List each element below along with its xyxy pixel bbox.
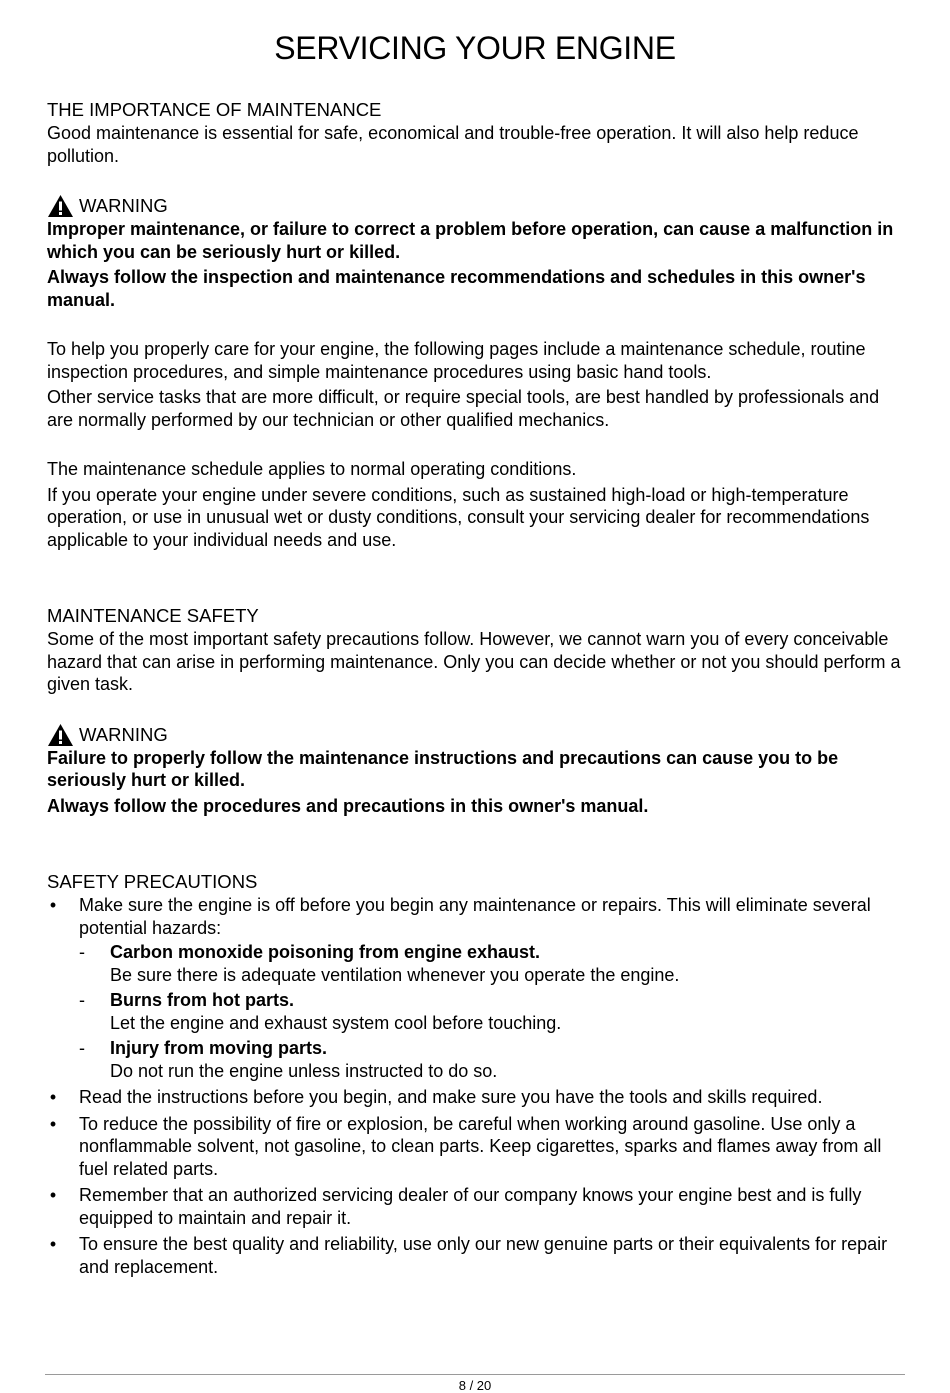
dash-glyph: - xyxy=(79,990,85,1010)
section-safety-precautions xyxy=(47,870,907,1278)
importance-para-4: If you operate your engine under severe conditions, such as sustained high-load or high-temperature operation, or use in unusual wet or dusty conditions, consult your servicing dealer for recommendations applicable to your individual needs and use. xyxy=(47,484,870,550)
warning-triangle-icon xyxy=(47,194,74,218)
warning-2-line-1: Failure to properly follow the maintenance instructions and precautions can cause you to be seriously hurt or killed. xyxy=(47,747,839,790)
warning-2-line-2: Always follow the procedures and precautions in this owner's manual. xyxy=(47,795,649,816)
warning-header-1 xyxy=(47,194,907,218)
precaution-text-3: To reduce the possibility of fire or explosion, be careful when working around gasoline. Use only a nonflammable solvent, not gasoline, to clean parts. Keep cigarettes, sparks and flames away from all fuel related parts. xyxy=(79,1113,882,1179)
precaution-text-2: Read the instructions before you begin, and make sure you have the tools and skills required. xyxy=(79,1087,823,1107)
hazard-item xyxy=(79,989,907,1034)
dash-glyph: - xyxy=(79,942,85,962)
list-item xyxy=(47,894,907,1082)
hazard-title: Carbon monoxide poisoning from engine exhaust. xyxy=(110,942,541,962)
warning-block-2 xyxy=(47,723,907,818)
dash-glyph: - xyxy=(79,1038,85,1058)
precaution-text-5: To ensure the best quality and reliability, use only our new genuine parts or their equivalents for repair and replacement. xyxy=(79,1234,888,1277)
hazard-text: Do not run the engine unless instructed to do so. xyxy=(110,1060,498,1081)
hazard-text: Be sure there is adequate ventilation whenever you operate the engine. xyxy=(110,964,680,985)
page-number: 8 / 20 xyxy=(458,1378,492,1393)
warning-header-2 xyxy=(47,723,907,747)
importance-para-3: The maintenance schedule applies to normal operating conditions. xyxy=(47,459,577,479)
hazard-title: Burns from hot parts. xyxy=(110,990,295,1010)
list-item xyxy=(47,1184,907,1229)
bullet-glyph: • xyxy=(49,1185,57,1205)
footer-divider xyxy=(45,1374,905,1375)
precaution-text-4: Remember that an authorized servicing dealer of our company knows your engine best and is fully equipped to maintain and repair it. xyxy=(79,1185,862,1228)
bullet-glyph: • xyxy=(49,1113,57,1134)
section-heading-safety-precautions: SAFETY PRECAUTIONS xyxy=(47,871,258,892)
precaution-text-1: Make sure the engine is off before you begin any maintenance or repairs. This will eliminate several potential hazards: xyxy=(79,895,871,938)
section-importance xyxy=(47,98,907,551)
bullet-glyph: • xyxy=(49,1087,57,1107)
warning-label-1: WARNING xyxy=(79,195,168,216)
bullet-glyph: • xyxy=(49,895,57,915)
importance-intro: Good maintenance is essential for safe, economical and trouble-free operation. It will also help reduce pollution. xyxy=(47,123,859,166)
precautions-list xyxy=(47,894,907,1278)
hazard-text: Let the engine and exhaust system cool before touching. xyxy=(110,1012,562,1033)
page-content xyxy=(47,98,907,1282)
section-heading-importance: THE IMPORTANCE OF MAINTENANCE xyxy=(47,99,382,120)
bullet-glyph: • xyxy=(49,1234,57,1254)
importance-para-1: To help you properly care for your engine, the following pages include a maintenance schedule, routine inspection procedures, and simple maintenance procedures using basic hand tools. xyxy=(47,339,866,382)
warning-triangle-icon xyxy=(47,723,74,747)
hazard-item xyxy=(79,1037,907,1082)
list-item xyxy=(47,1113,907,1181)
warning-1-line-1: Improper maintenance, or failure to correct a problem before operation, can cause a malfunction in which you can be seriously hurt or killed. xyxy=(47,219,894,262)
hazard-title: Injury from moving parts. xyxy=(110,1038,328,1058)
list-item xyxy=(47,1233,907,1278)
section-maintenance-safety xyxy=(47,604,907,817)
warning-label-2: WARNING xyxy=(79,723,168,745)
hazard-item xyxy=(79,941,907,986)
warning-1-line-2: Always follow the inspection and maintenance recommendations and schedules in this owner's manual. xyxy=(47,267,866,310)
warning-block-1 xyxy=(47,194,907,311)
importance-para-2: Other service tasks that are more difficult, or require special tools, are best handled by professionals and are normally performed by our technician or other qualified mechanics. xyxy=(47,387,880,430)
list-item xyxy=(47,1086,907,1109)
page-title: SERVICING YOUR ENGINE xyxy=(274,30,676,66)
section-heading-maintenance-safety: MAINTENANCE SAFETY xyxy=(47,605,259,626)
hazard-list xyxy=(79,941,907,1082)
maintenance-safety-intro: Some of the most important safety precautions follow. However, we cannot warn you of every conceivable hazard that can arise in performing maintenance. Only you can decide whether or not you should perform a given task. xyxy=(47,629,901,694)
